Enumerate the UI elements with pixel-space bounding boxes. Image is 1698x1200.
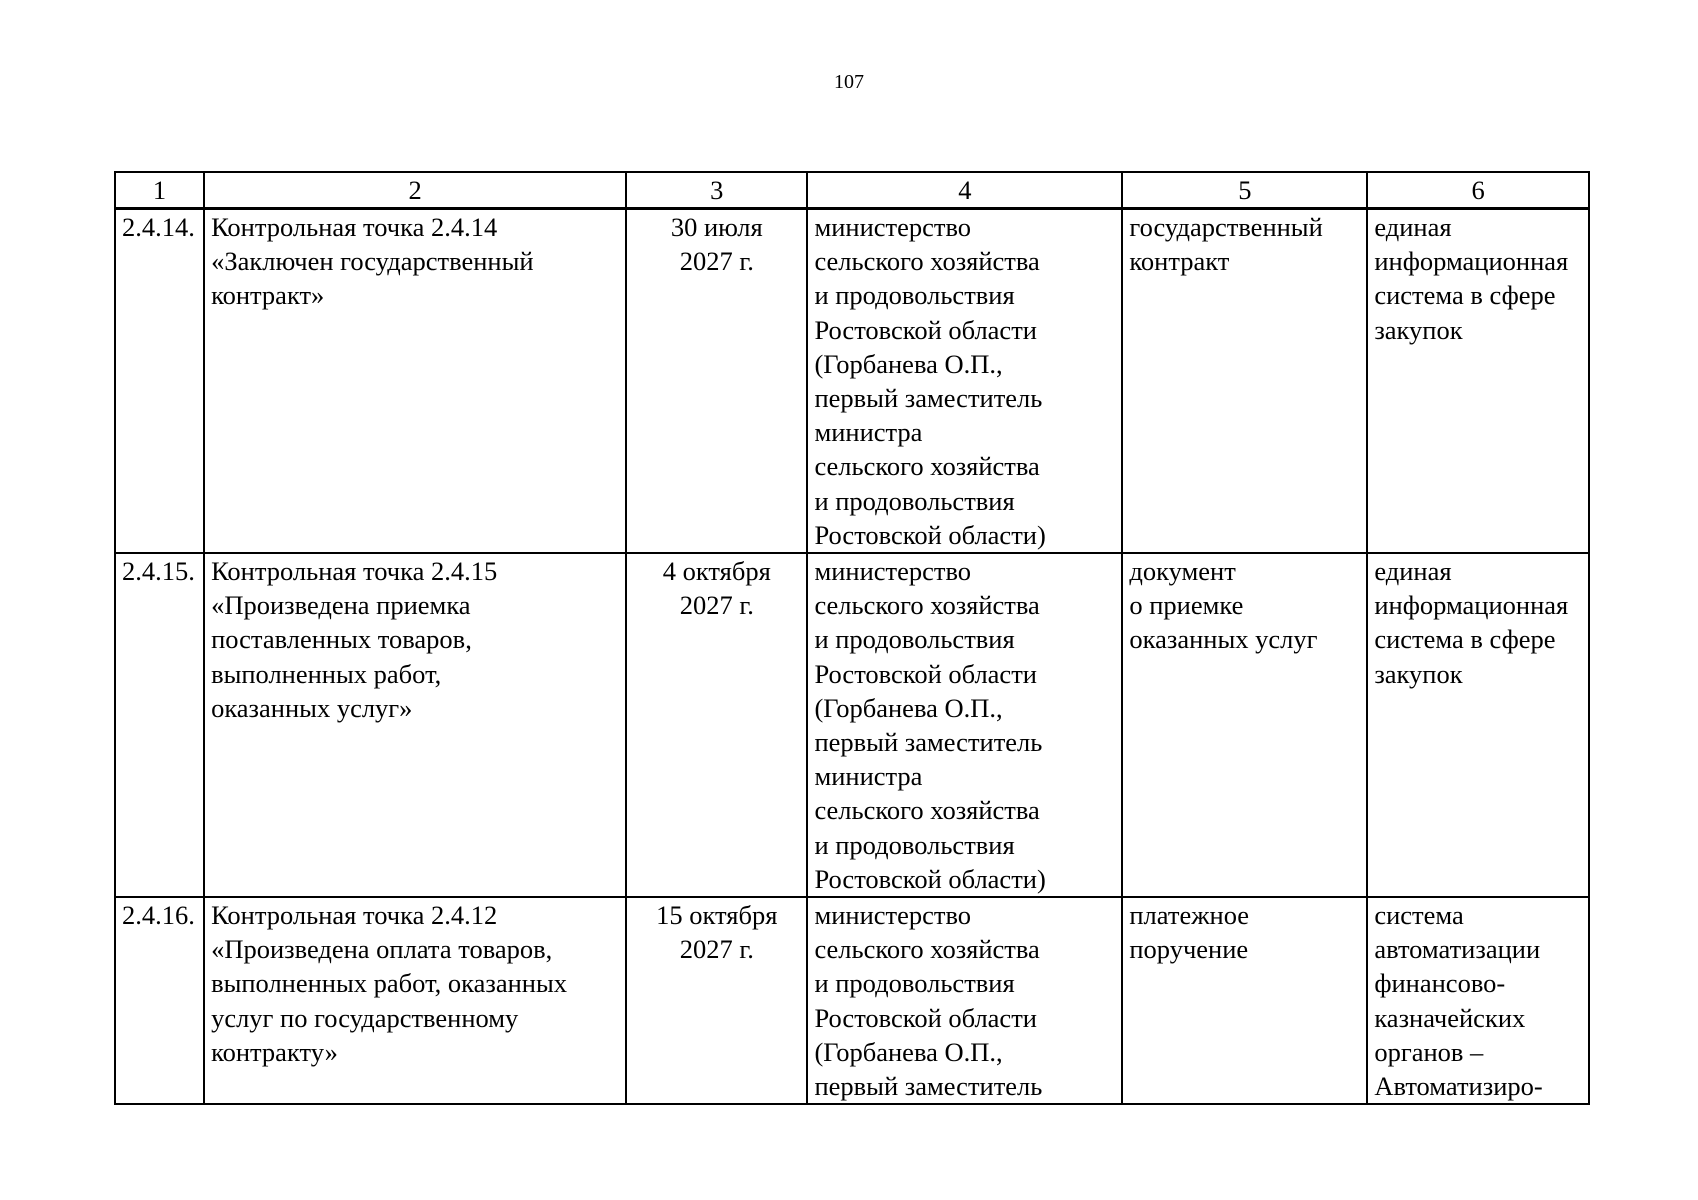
page-number: 107: [834, 71, 864, 93]
deadline-date: 15 октября 2027 г.: [626, 897, 807, 1104]
information-system: единая информационная система в сфере закупок: [1367, 209, 1589, 554]
row-number: 2.4.14.: [115, 209, 204, 554]
column-header-2: 2: [204, 172, 626, 209]
deadline-date: 30 июля 2027 г.: [626, 209, 807, 554]
row-number: 2.4.15.: [115, 553, 204, 897]
control-point-description: Контрольная точка 2.4.15 «Произведена приемка поставленных товаров, выполненных работ, оказанных услуг»: [204, 553, 626, 897]
deadline-date: 4 октября 2027 г.: [626, 553, 807, 897]
confirming-document: платежное поручение: [1122, 897, 1367, 1104]
information-system: единая информационная система в сфере закупок: [1367, 553, 1589, 897]
column-header-4: 4: [807, 172, 1122, 209]
confirming-document: документ о приемке оказанных услуг: [1122, 553, 1367, 897]
header-row: [115, 172, 1589, 209]
table-header: [115, 172, 1589, 209]
table-row: [115, 209, 1589, 554]
responsible-party: министерство сельского хозяйства и продовольствия Ростовской области (Горбанева О.П., первый заместитель министра сельского хозяйства и продовольствия Ростовской области): [807, 209, 1122, 554]
responsible-party: министерство сельского хозяйства и продовольствия Ростовской области (Горбанева О.П., первый заместитель министра сельского хозяйства и продовольствия Ростовской области): [807, 553, 1122, 897]
control-point-description: Контрольная точка 2.4.12 «Произведена оплата товаров, выполненных работ, оказанных услуг по государственному контракту»: [204, 897, 626, 1104]
column-header-6: 6: [1367, 172, 1589, 209]
table-body: [115, 209, 1589, 1105]
column-header-3: 3: [626, 172, 807, 209]
table-row: [115, 897, 1589, 1104]
column-header-5: 5: [1122, 172, 1367, 209]
confirming-document: государственный контракт: [1122, 209, 1367, 554]
table-row: [115, 553, 1589, 897]
column-header-1: 1: [115, 172, 204, 209]
control-points-table: [114, 171, 1590, 1105]
responsible-party: министерство сельского хозяйства и продовольствия Ростовской области (Горбанева О.П., первый заместитель: [807, 897, 1122, 1104]
control-point-description: Контрольная точка 2.4.14 «Заключен государственный контракт»: [204, 209, 626, 554]
information-system: система автоматизации финансово- казначейских органов – Автоматизиро-: [1367, 897, 1589, 1104]
row-number: 2.4.16.: [115, 897, 204, 1104]
